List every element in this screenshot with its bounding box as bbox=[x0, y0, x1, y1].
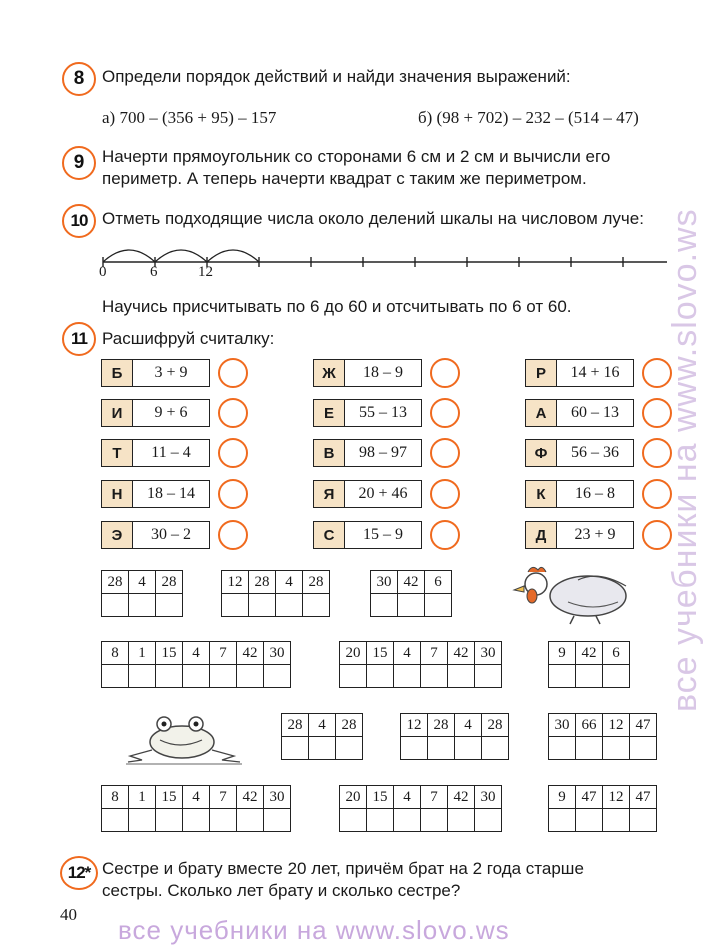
answer-grid bbox=[548, 641, 630, 688]
grid-number: 47 bbox=[630, 714, 657, 737]
grid-number: 42 bbox=[398, 571, 425, 594]
cipher-item bbox=[525, 521, 672, 549]
grid-number: 28 bbox=[249, 571, 276, 594]
answer-grid bbox=[548, 785, 657, 832]
task-number-11: 11 bbox=[62, 322, 96, 356]
grid-number: 9 bbox=[549, 642, 576, 665]
answer-grid bbox=[548, 713, 657, 760]
grid-answer-cell[interactable] bbox=[156, 809, 183, 832]
cipher-letter: Т bbox=[101, 439, 133, 467]
grid-number: 1 bbox=[129, 642, 156, 665]
grid-answer-cell[interactable] bbox=[210, 665, 237, 688]
grid-number: 28 bbox=[282, 714, 309, 737]
cipher-expression: 23 + 9 bbox=[557, 521, 634, 549]
grid-number: 28 bbox=[102, 571, 129, 594]
grid-number: 47 bbox=[630, 786, 657, 809]
grid-number: 4 bbox=[394, 642, 421, 665]
grid-number: 7 bbox=[210, 642, 237, 665]
grid-number: 9 bbox=[549, 786, 576, 809]
grid-answer-cell[interactable] bbox=[249, 594, 276, 617]
grid-answer-cell[interactable] bbox=[401, 737, 428, 760]
number-line-arc bbox=[207, 250, 259, 262]
answer-grid bbox=[101, 641, 291, 688]
grid-answer-cell[interactable] bbox=[603, 809, 630, 832]
cipher-letter: Ж bbox=[313, 359, 345, 387]
tick-label-6: 6 bbox=[150, 264, 158, 280]
grid-number: 15 bbox=[367, 786, 394, 809]
grid-answer-cell[interactable] bbox=[603, 737, 630, 760]
grid-number: 1 bbox=[129, 786, 156, 809]
grid-answer-cell[interactable] bbox=[576, 809, 603, 832]
grid-answer-cell[interactable] bbox=[428, 737, 455, 760]
task-10-note: Научись присчитывать по 6 до 60 и отсчитывать по 6 от 60. bbox=[102, 297, 572, 316]
grid-number: 4 bbox=[394, 786, 421, 809]
tick-label-0: 0 bbox=[99, 264, 107, 280]
cipher-letter: И bbox=[101, 399, 133, 427]
grid-number: 12 bbox=[603, 786, 630, 809]
cipher-item bbox=[101, 480, 248, 508]
grid-number: 28 bbox=[428, 714, 455, 737]
grid-answer-cell[interactable] bbox=[183, 665, 210, 688]
cipher-item bbox=[101, 359, 248, 387]
grid-number: 12 bbox=[603, 714, 630, 737]
number-line-arc bbox=[155, 250, 207, 262]
grid-number: 20 bbox=[340, 786, 367, 809]
cipher-expression: 56 – 36 bbox=[557, 439, 634, 467]
grid-answer-cell[interactable] bbox=[129, 665, 156, 688]
grid-answer-cell[interactable] bbox=[371, 594, 398, 617]
grid-number: 30 bbox=[264, 786, 291, 809]
cipher-letter: Е bbox=[313, 399, 345, 427]
answer-circle[interactable] bbox=[218, 438, 248, 468]
cipher-expression: 55 – 13 bbox=[345, 399, 422, 427]
grid-answer-cell[interactable] bbox=[421, 665, 448, 688]
page-number: 40 bbox=[60, 905, 77, 924]
grid-answer-cell[interactable] bbox=[394, 665, 421, 688]
grid-answer-cell[interactable] bbox=[448, 809, 475, 832]
task-9-line-2: периметр. А теперь начерти квадрат с таким же периметром. bbox=[102, 169, 587, 188]
cipher-item bbox=[525, 480, 672, 508]
cipher-letter: Д bbox=[525, 521, 557, 549]
grid-answer-cell[interactable] bbox=[475, 809, 502, 832]
grid-answer-cell[interactable] bbox=[340, 665, 367, 688]
cipher-letter: Р bbox=[525, 359, 557, 387]
cipher-letter: Б bbox=[101, 359, 133, 387]
grid-answer-cell[interactable] bbox=[102, 809, 129, 832]
grid-number: 6 bbox=[425, 571, 452, 594]
grid-number: 15 bbox=[367, 642, 394, 665]
grid-number: 28 bbox=[336, 714, 363, 737]
grid-number: 15 bbox=[156, 642, 183, 665]
cipher-expression: 14 + 16 bbox=[557, 359, 634, 387]
grid-number: 4 bbox=[183, 786, 210, 809]
number-line-arc bbox=[103, 250, 155, 262]
answer-grid bbox=[221, 570, 330, 617]
cipher-item bbox=[525, 359, 672, 387]
cipher-expression: 30 – 2 bbox=[133, 521, 210, 549]
grid-answer-cell[interactable] bbox=[340, 809, 367, 832]
grid-number: 42 bbox=[237, 642, 264, 665]
grid-number: 4 bbox=[129, 571, 156, 594]
cipher-letter: Э bbox=[101, 521, 133, 549]
answer-circle[interactable] bbox=[218, 398, 248, 428]
grid-number: 20 bbox=[340, 642, 367, 665]
number-line bbox=[95, 238, 675, 284]
grid-answer-cell[interactable] bbox=[183, 809, 210, 832]
grid-number: 4 bbox=[183, 642, 210, 665]
grid-number: 30 bbox=[371, 571, 398, 594]
cipher-item bbox=[101, 439, 248, 467]
cipher-item bbox=[313, 439, 460, 467]
task-12-line-2: сестры. Сколько лет брату и сколько сестре? bbox=[102, 881, 461, 900]
grid-answer-cell[interactable] bbox=[156, 665, 183, 688]
answer-grid bbox=[101, 785, 291, 832]
grid-number: 47 bbox=[576, 786, 603, 809]
cipher-expression: 16 – 8 bbox=[557, 480, 634, 508]
grid-answer-cell[interactable] bbox=[264, 665, 291, 688]
task-number-8: 8 bbox=[62, 62, 96, 96]
cipher-letter: К bbox=[525, 480, 557, 508]
grid-answer-cell[interactable] bbox=[129, 809, 156, 832]
answer-circle[interactable] bbox=[218, 520, 248, 550]
grid-number: 42 bbox=[237, 786, 264, 809]
grid-answer-cell[interactable] bbox=[394, 809, 421, 832]
grid-answer-cell[interactable] bbox=[237, 665, 264, 688]
grid-number: 7 bbox=[421, 642, 448, 665]
cipher-letter: Ф bbox=[525, 439, 557, 467]
grid-answer-cell[interactable] bbox=[210, 809, 237, 832]
answer-circle[interactable] bbox=[430, 479, 460, 509]
cipher-expression: 11 – 4 bbox=[133, 439, 210, 467]
grid-answer-cell[interactable] bbox=[576, 665, 603, 688]
cipher-expression: 20 + 46 bbox=[345, 480, 422, 508]
grid-answer-cell[interactable] bbox=[448, 665, 475, 688]
cipher-item bbox=[313, 359, 460, 387]
grid-answer-cell[interactable] bbox=[549, 809, 576, 832]
side-watermark: все учебники на www.slovo.ws bbox=[666, 208, 704, 712]
grid-answer-cell[interactable] bbox=[276, 594, 303, 617]
grid-number: 30 bbox=[264, 642, 291, 665]
grid-answer-cell[interactable] bbox=[603, 665, 630, 688]
grid-answer-cell[interactable] bbox=[482, 737, 509, 760]
grid-answer-cell[interactable] bbox=[549, 665, 576, 688]
grid-number: 28 bbox=[482, 714, 509, 737]
cipher-item bbox=[101, 521, 248, 549]
answer-grid bbox=[400, 713, 509, 760]
cipher-expression: 60 – 13 bbox=[557, 399, 634, 427]
grid-number: 4 bbox=[455, 714, 482, 737]
answer-grid bbox=[101, 570, 183, 617]
cipher-expression: 18 – 9 bbox=[345, 359, 422, 387]
expression-a: а) 700 – (356 + 95) – 157 bbox=[102, 108, 277, 127]
grid-answer-cell[interactable] bbox=[367, 665, 394, 688]
grid-answer-cell[interactable] bbox=[309, 737, 336, 760]
cipher-item bbox=[525, 439, 672, 467]
grid-number: 28 bbox=[303, 571, 330, 594]
answer-grid bbox=[281, 713, 363, 760]
bottom-watermark: все учебники на www.slovo.ws bbox=[118, 915, 510, 945]
grid-number: 4 bbox=[276, 571, 303, 594]
tick-label-12: 12 bbox=[198, 264, 213, 280]
grid-number: 30 bbox=[475, 642, 502, 665]
grid-number: 42 bbox=[448, 786, 475, 809]
task-number-10: 10 bbox=[62, 204, 96, 238]
grid-answer-cell[interactable] bbox=[630, 737, 657, 760]
grid-number: 12 bbox=[401, 714, 428, 737]
answer-circle[interactable] bbox=[430, 398, 460, 428]
cipher-letter: Н bbox=[101, 480, 133, 508]
grid-answer-cell[interactable] bbox=[282, 737, 309, 760]
cipher-item bbox=[313, 521, 460, 549]
grid-answer-cell[interactable] bbox=[102, 665, 129, 688]
answer-circle[interactable] bbox=[430, 520, 460, 550]
grid-number: 28 bbox=[156, 571, 183, 594]
grid-number: 7 bbox=[210, 786, 237, 809]
grid-answer-cell[interactable] bbox=[237, 809, 264, 832]
grid-answer-cell[interactable] bbox=[367, 809, 394, 832]
grid-number: 66 bbox=[576, 714, 603, 737]
cipher-letter: А bbox=[525, 399, 557, 427]
task-9-line-1: Начерти прямоугольник со сторонами 6 см и 2 см и вычисли его bbox=[102, 147, 611, 166]
expression-b: б) (98 + 702) – 232 – (514 – 47) bbox=[418, 108, 639, 127]
grid-answer-cell[interactable] bbox=[398, 594, 425, 617]
answer-circle[interactable] bbox=[430, 358, 460, 388]
cipher-expression: 98 – 97 bbox=[345, 439, 422, 467]
cipher-letter: В bbox=[313, 439, 345, 467]
answer-grid bbox=[339, 785, 502, 832]
task-number-9: 9 bbox=[62, 146, 96, 180]
task-10-text: Отметь подходящие числа около делений шкалы на числовом луче: bbox=[102, 209, 644, 228]
cipher-item bbox=[525, 399, 672, 427]
grid-number: 15 bbox=[156, 786, 183, 809]
cipher-letter: С bbox=[313, 521, 345, 549]
grid-number: 4 bbox=[309, 714, 336, 737]
grid-number: 7 bbox=[421, 786, 448, 809]
grid-answer-cell[interactable] bbox=[425, 594, 452, 617]
grid-answer-cell[interactable] bbox=[421, 809, 448, 832]
grid-answer-cell[interactable] bbox=[102, 594, 129, 617]
answer-circle[interactable] bbox=[218, 358, 248, 388]
task-11-text: Расшифруй считалку: bbox=[102, 329, 275, 348]
grid-answer-cell[interactable] bbox=[129, 594, 156, 617]
grid-answer-cell[interactable] bbox=[156, 594, 183, 617]
answer-grid bbox=[370, 570, 452, 617]
task-number-12: 12* bbox=[60, 856, 98, 890]
cipher-letter: Я bbox=[313, 480, 345, 508]
cipher-item bbox=[101, 399, 248, 427]
cipher-item bbox=[313, 399, 460, 427]
grid-number: 42 bbox=[576, 642, 603, 665]
task-12-line-1: Сестре и брату вместе 20 лет, причём брат на 2 года старше bbox=[102, 859, 584, 878]
grid-answer-cell[interactable] bbox=[222, 594, 249, 617]
grid-number: 42 bbox=[448, 642, 475, 665]
grid-answer-cell[interactable] bbox=[549, 737, 576, 760]
grid-answer-cell[interactable] bbox=[475, 665, 502, 688]
answer-circle[interactable] bbox=[430, 438, 460, 468]
cipher-expression: 18 – 14 bbox=[133, 480, 210, 508]
cipher-expression: 3 + 9 bbox=[133, 359, 210, 387]
grid-number: 30 bbox=[549, 714, 576, 737]
grid-number: 12 bbox=[222, 571, 249, 594]
cipher-expression: 9 + 6 bbox=[133, 399, 210, 427]
grid-answer-cell[interactable] bbox=[336, 737, 363, 760]
grid-answer-cell[interactable] bbox=[455, 737, 482, 760]
answer-grid bbox=[339, 641, 502, 688]
task-8-text: Определи порядок действий и найди значения выражений: bbox=[102, 67, 571, 86]
frog-illustration bbox=[124, 712, 244, 764]
grid-number: 6 bbox=[603, 642, 630, 665]
grid-answer-cell[interactable] bbox=[303, 594, 330, 617]
grid-answer-cell[interactable] bbox=[576, 737, 603, 760]
cipher-item bbox=[313, 480, 460, 508]
cipher-expression: 15 – 9 bbox=[345, 521, 422, 549]
grid-answer-cell[interactable] bbox=[264, 809, 291, 832]
grid-number: 30 bbox=[475, 786, 502, 809]
grid-number: 8 bbox=[102, 786, 129, 809]
grid-answer-cell[interactable] bbox=[630, 809, 657, 832]
answer-circle[interactable] bbox=[218, 479, 248, 509]
rooster-illustration bbox=[508, 562, 638, 624]
grid-number: 8 bbox=[102, 642, 129, 665]
